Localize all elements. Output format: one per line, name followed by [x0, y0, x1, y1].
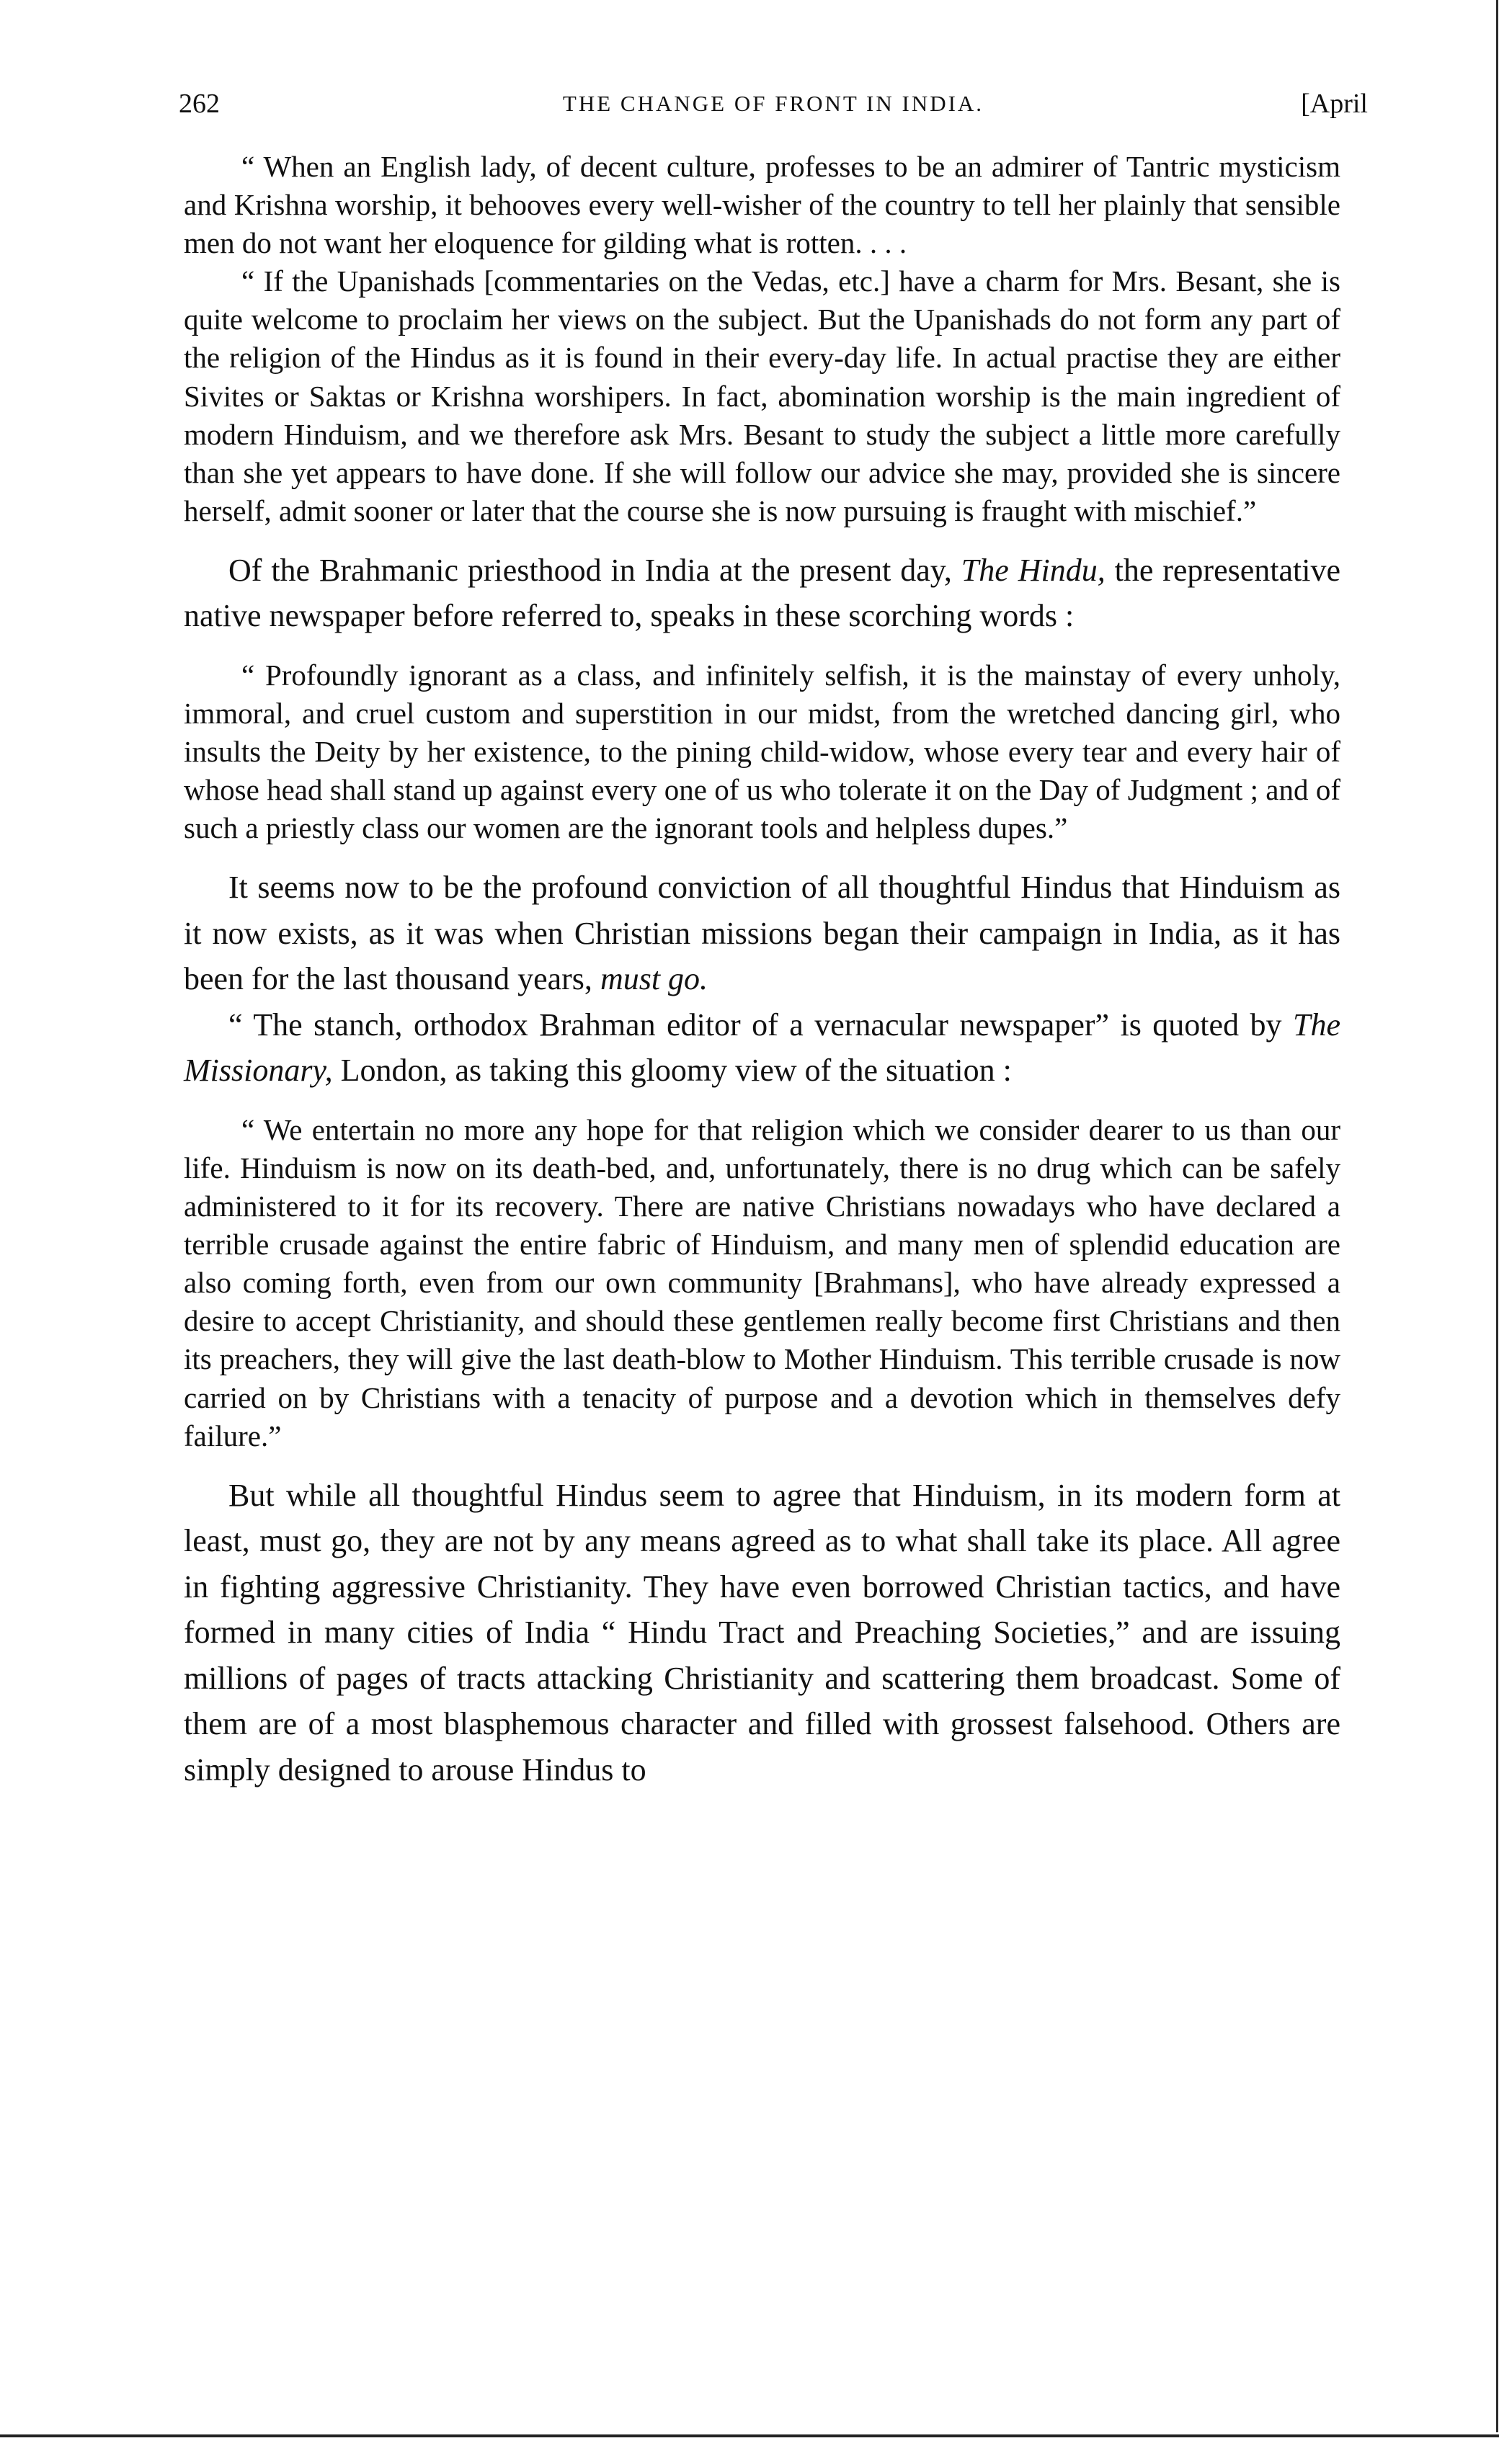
paragraph-text: London, as taking this gloomy view of the situation :: [332, 1053, 1012, 1089]
page-edge: [1496, 0, 1498, 2432]
paragraph: [184, 548, 1340, 639]
running-header: [179, 88, 1368, 131]
periodical-title: The Missionary,: [184, 1006, 1340, 1089]
paragraph-text: “ The stanch, orthodox Brahman editor of a vernacular newspaper” is quoted by: [228, 1006, 1293, 1043]
emphasis: must go.: [600, 961, 708, 997]
page-number: 262: [179, 89, 220, 119]
paragraph-text: It seems now to be the profound conviction of all thoughtful Hindus that Hinduism as it now exists, as it was when Christian missions began their campaign in India, as it has been for the last thousand years,: [184, 870, 1340, 997]
quote-paragraph: “ When an English lady, of decent culture, professes to be an admirer of Tantric mysticism and Krishna worship, it behooves every well-wisher of the country to tell her plainly that sensible men do not want her eloquence for gilding what is rotten. . . .: [184, 150, 1340, 260]
running-title: THE CHANGE OF FRONT IN INDIA.: [562, 91, 984, 116]
paragraph: [184, 865, 1340, 1002]
running-month: [April: [1301, 89, 1368, 119]
paragraph: [184, 1002, 1340, 1094]
quote-paragraph: “ Profoundly ignorant as a class, and infinitely selfish, it is the mainstay of every unholy, immoral, and cruel custom and superstition in our midst, from the wretched dancing girl, who insults the Deity by her existence, to the pining child-widow, whose every tear and every hair of whose head shall stand up against every one of us who tolerate it on the Day of Judgment ; and of such a priestly class our women are the ignorant tools and helpless dupes.”: [184, 658, 1340, 845]
bottom-rule: [0, 2434, 1499, 2437]
body-text: [184, 148, 1340, 1793]
paragraph-text: Of the Brahmanic priesthood in India at the present day,: [228, 552, 961, 588]
paragraph: [184, 1473, 1340, 1793]
quote-paragraph: “ We entertain no more any hope for that religion which we consider dearer to us than our life. Hinduism is now on its death-bed, and, unfortunately, there is no drug which can be safely administered to it for its recovery. There are native Christians nowadays who have declared a terrible crusade against the entire fabric of Hinduism, and many men of splendid education are also coming forth, even from our own community [Brahmans], who have already expressed a desire to accept Christianity, and should these gentlemen really become first Christians and then its preachers, they will give the last death-blow to Mother Hinduism. This terrible crusade is now carried on by Christians with a tenacity of purpose and a devotion which in themselves defy failure.”: [184, 1112, 1340, 1452]
paragraph-text: the representative native newspaper before referred to, speaks in these scorching words :: [184, 552, 1340, 634]
newspaper-title: The Hindu,: [961, 552, 1106, 588]
quote-paragraph: “ If the Upanishads [commentaries on the Vedas, etc.] have a charm for Mrs. Besant, she is quite welcome to proclaim her views on the subject. But the Upanishads do not form any part of the religion of the Hindus as it is found in their every-day life. In actual practise they are either Sivites or Saktas or Krishna worshipers. In fact, abomination worship is the main ingredient of modern Hinduism, and we therefore ask Mrs. Besant to study the subject a little more carefully than she yet appears to have done. If she will follow our advice she may, provided she is sincere herself, admit sooner or later that the course she is now pursuing is fraught with mischief.”: [184, 264, 1340, 527]
paragraph-text: But while all thoughtful Hindus seem to agree that Hinduism, in its modern form at least, must go, they are not by any means agreed as to what shall take its place. All agree in fighting aggressive Christianity. They have even borrowed Christian tactics, and have formed in many cities of India “ Hindu Tract and Preaching Societies,” and are issuing millions of pages of tracts attacking Christianity and scattering them broadcast. Some of them are of a most blasphemous character and filled with grossest falsehood. Others are simply designed to arouse Hindus to: [184, 1477, 1340, 1787]
